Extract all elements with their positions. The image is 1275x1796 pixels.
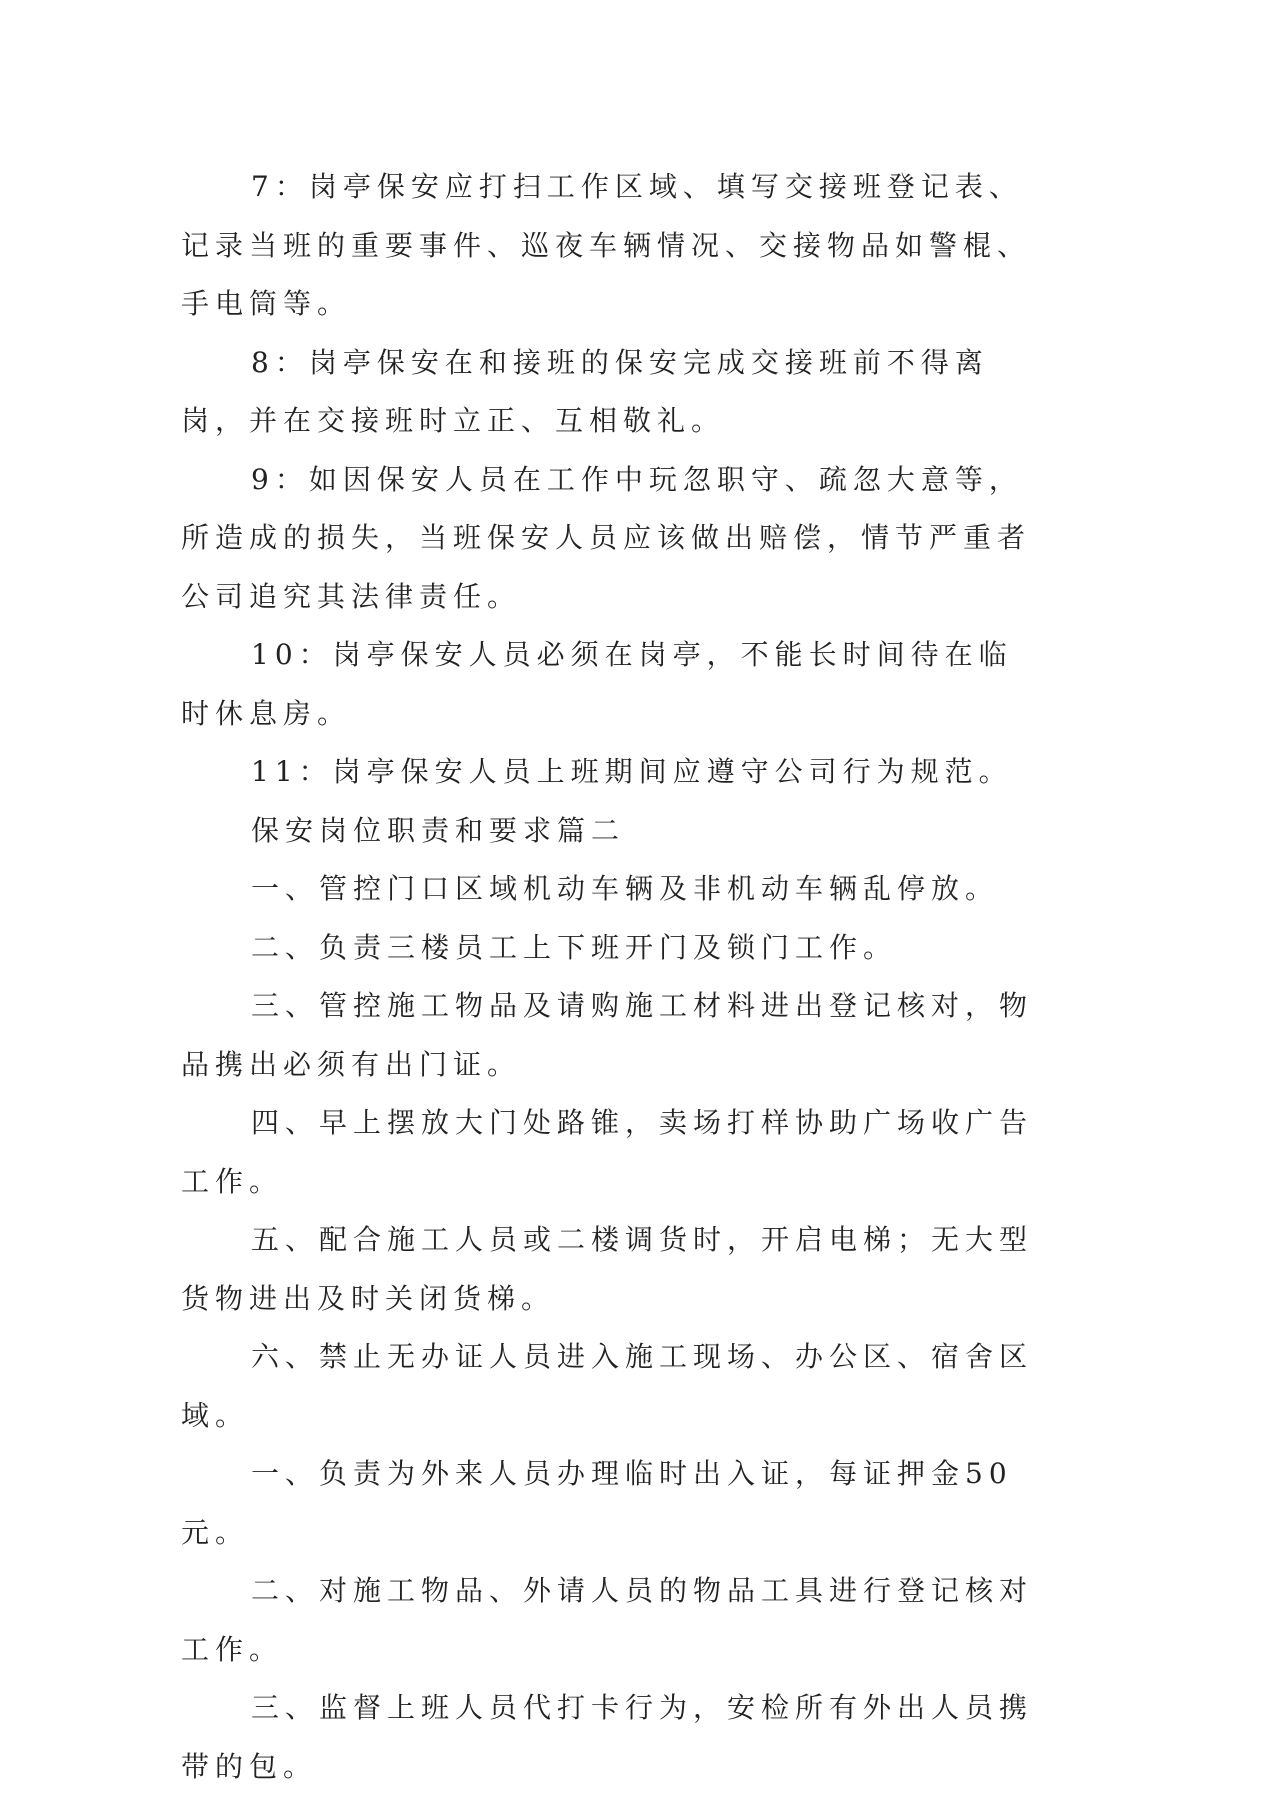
paragraph-10: 10：岗亭保安人员必须在岗亭，不能长时间待在临时休息房。: [181, 638, 1013, 730]
list-item: 三、管控施工物品及请购施工材料进出登记核对，物品携出必须有出门证。: [181, 989, 1034, 1081]
list-item: 二、负责三楼员工上下班开门及锁门工作。: [251, 930, 898, 964]
list-item: 三、监督上班人员代打卡行为，安检所有外出人员携带的包。: [181, 1691, 1034, 1783]
paragraph-7: 7：岗亭保安应打扫工作区域、填写交接班登记表、记录当班的重要事件、巡夜车辆情况、交接物品如警棍、手电筒等。: [181, 170, 1032, 320]
paragraph-11: 11：岗亭保安人员上班期间应遵守公司行为规范。: [251, 755, 1013, 788]
list-item: 二、对施工物品、外请人员的物品工具进行登记核对工作。: [181, 1574, 1034, 1666]
paragraph-9: 9：如因保安人员在工作中玩忽职守、疏忽大意等，所造成的损失，当班保安人员应该做出赔偿，情节严重者公司追究其法律责任。: [181, 462, 1032, 613]
list-item: 四、早上摆放大门处路锥，卖场打样协助广场收广告工作。: [181, 1106, 1034, 1198]
list-item: 六、禁止无办证人员进入施工现场、办公区、宿舍区域。: [181, 1340, 1034, 1432]
list-item: 一、管控门口区域机动车辆及非机动车辆乱停放。: [251, 872, 1000, 905]
list-item: 五、配合施工人员或二楼调货时，开启电梯；无大型货物进出及时关闭货梯。: [181, 1223, 1034, 1315]
list-item: 一、负责为外来人员办理临时出入证，每证押金50元。: [181, 1457, 1013, 1549]
section-heading: 保安岗位职责和要求篇二: [251, 813, 626, 847]
paragraph-8: 8：岗亭保安在和接班的保安完成交接班前不得离岗，并在交接班时立正、互相敬礼。: [181, 345, 989, 437]
document-body: [181, 158, 1041, 1796]
